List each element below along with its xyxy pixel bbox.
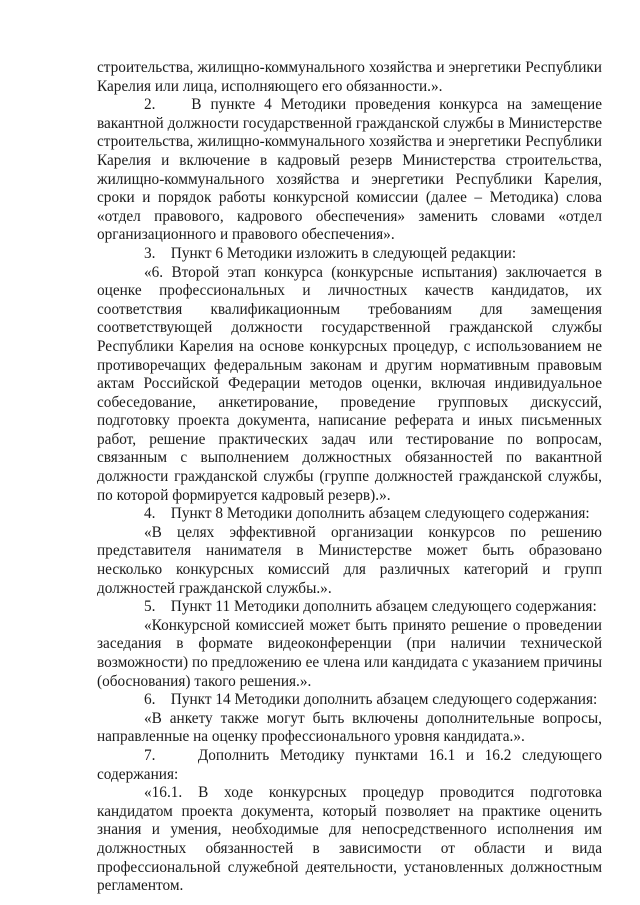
paragraph-item-2: 2. В пункте 4 Методики проведения конкурса на замещение вакантной должности государственной гражданской службы в Министерстве строительства, жилищно-коммунального хозяйства и энергетики Республики Карелия и включение в кадровый резерв Министерства строительства, жилищно-коммунального хозяйства и энергетики Республики Карелия, сроки и порядок работы конкурсной комиссии (далее – Методика) слова «отдел правового, кадрового обеспечения» заменить словами «отдел организационного и правового обеспечения». [97, 96, 602, 244]
paragraph-item-4: 4. Пункт 8 Методики дополнить абзацем следующего содержания: [144, 505, 590, 523]
paragraph-item-4-quote: «В целях эффективной организации конкурсов по решению представителя нанимателя в Министерстве может быть образовано несколько конкурсных комиссий для различных категорий и групп должностей гражданской службы.». [97, 523, 602, 597]
paragraph-item-3: 3. Пункт 6 Методики изложить в следующей редакции: [144, 244, 517, 262]
paragraph-item-5: 5. Пункт 11 Методики дополнить абзацем следующего содержания: [144, 598, 597, 616]
paragraph-continuation: строительства, жилищно-коммунального хозяйства и энергетики Республики Карелия или лица, исполняющего его обязанности.». [97, 59, 602, 95]
paragraph-item-6-quote: «В анкету также могут быть включены дополнительные вопросы, направленные на оценку профессионального уровня кандидата.». [97, 709, 602, 746]
paragraph-item-7: 7. Дополнить Методику пунктами 16.1 и 16.2 следующего содержания: [97, 746, 602, 783]
paragraph-item-3-quote: «6. Второй этап конкурса (конкурсные испытания) заключается в оценке профессиональных и личностных качеств кандидатов, их соответствия квалификационным требованиям для замещения соответствующей должности государственной гражданской службы Республики Карелия на основе конкурсных процедур, с использованием не противоречащих федеральным законам и другим нормативным правовым актам Российской Федерации методов оценки, включая индивидуальное собеседование, анкетирование, проведение групповых дискуссий, подготовку проекта документа, написание реферата и иных письменных работ, решение практических задач или тестирование по вопросам, связанным с выполнением должностных обязанностей по вакантной должности гражданской службы (группе должностей гражданской службы, по которой формируется кадровый резерв).». [97, 263, 602, 504]
paragraph-item-5-quote: «Конкурсной комиссией может быть принято решение о проведении заседания в формате видеоконференции (при наличии технической возможности) по предложению ее члена или кандидата с указанием причины (обоснования) такого решения.». [97, 616, 602, 690]
document-page [97, 59, 602, 896]
paragraph-item-7-quote: «16.1. В ходе конкурсных процедур проводится подготовка кандидатом проекта документа, который позволяет на практике оценить знания и умения, необходимые для непосредственного исполнения им должностных обязанностей в зависимости от области и вида профессиональной служебной деятельности, установленных должностным регламентом. [97, 784, 602, 895]
paragraph-item-6: 6. Пункт 14 Методики дополнить абзацем следующего содержания: [144, 691, 598, 709]
